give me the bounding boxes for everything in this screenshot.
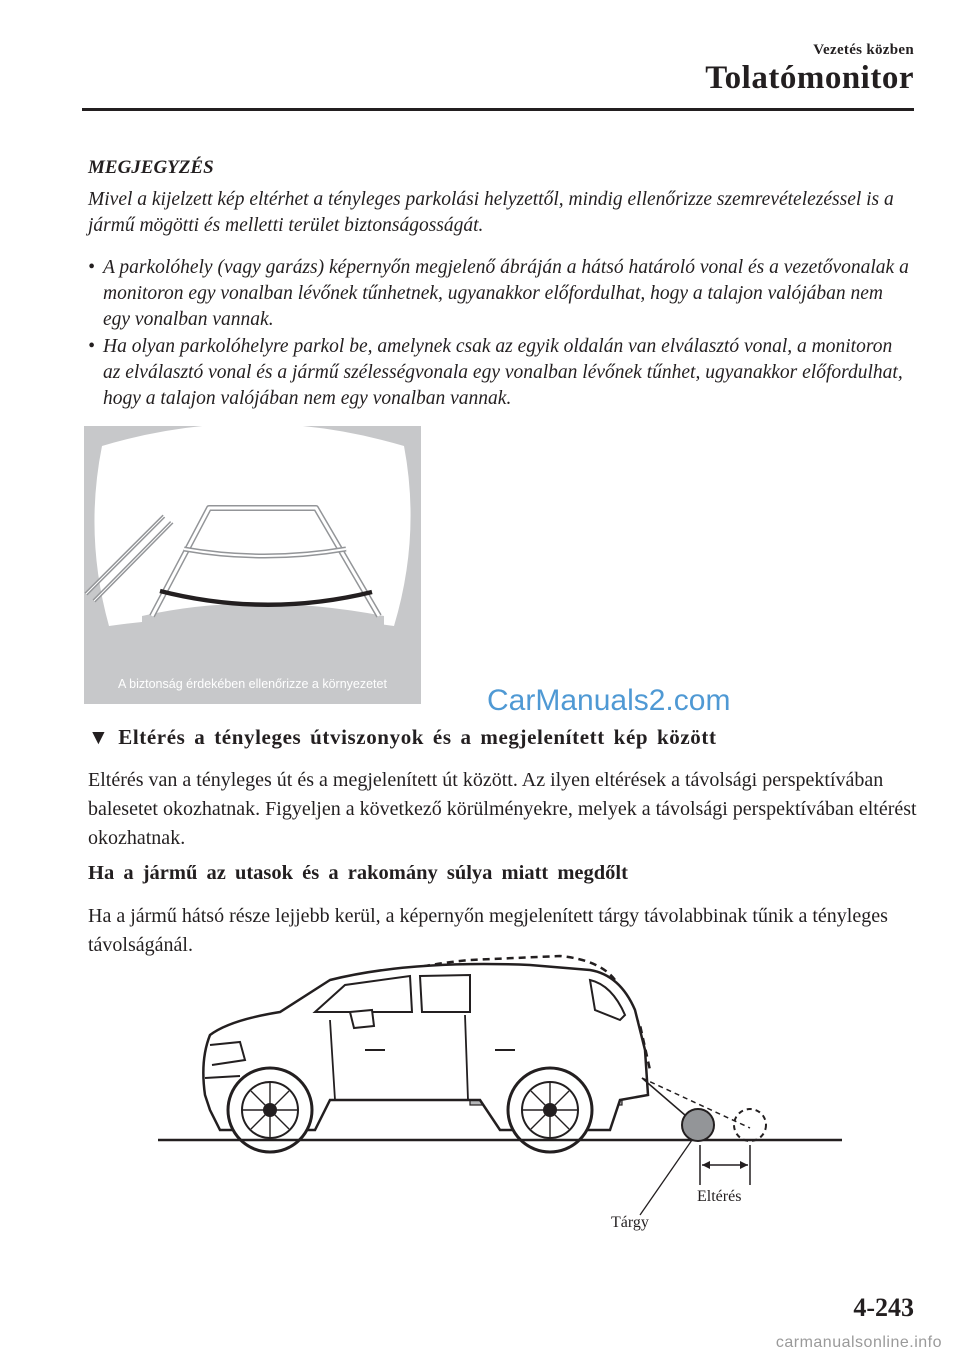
note-text: Mivel a kijelzett kép eltérhet a tényleges parkolási helyzettől, mindig ellenőrizze szemrevételezéssel is a jármű mögötti és melletti terület biztonságosságát.: [88, 189, 894, 236]
page-title: Tolatómonitor: [705, 60, 914, 96]
label-deviation: Eltérés: [697, 1188, 742, 1205]
section-paragraph: Eltérés van a tényleges út és a megjelenített út között. Az ilyen eltérések a távolsági perspektívában balesetet okozhatnak. Figyeljen a következő körülményekre, melyek a távolsági perspektívában eltérést okozhatnak.: [88, 769, 917, 849]
section-heading: [88, 725, 717, 750]
section-heading-text: Eltérés a tényleges útviszonyok és a megjelenített kép között: [118, 725, 717, 749]
condition-paragraph: Ha a jármű hátsó része lejjebb kerül, a képernyőn megjelenített tárgy távolabbinak tűnik a tényleges távolságánál.: [88, 905, 888, 956]
bullet-text: Ha olyan parkolóhelyre parkol be, amelynek csak az egyik oldalán van elválasztó vonal, a monitoron az elválasztó vonal és a jármű szélességvonala egy vonalban lévőnek tűnhet, ugyanakkor előfordulhat, hogy a talajon valójában nem egy vonalban vannak.: [103, 336, 903, 409]
footer-site: carmanualsonline.info: [775, 1334, 942, 1351]
note-heading: MEGJEGYZÉS: [88, 157, 214, 178]
rear-camera-screen: [84, 426, 421, 704]
bullet-text: A parkolóhely (vagy garázs) képernyőn megjelenő ábráján a hátsó határoló vonal és a vezetővonalak a monitoron egy vonalban lévőnek tűnhetnek, ugyanakkor előfordulhat, hogy a talajon valójában nem egy vonalban vannak.: [103, 257, 909, 330]
condition-heading: Ha a jármű az utasok és a rakomány súlya miatt megdőlt: [88, 862, 628, 884]
header-divider: [82, 108, 914, 111]
section-label: Vezetés közben: [813, 42, 914, 58]
page-number: 4-243: [853, 1293, 914, 1322]
bullet-marker: •: [88, 336, 95, 357]
vehicle-tilt-figure: [150, 950, 850, 1235]
label-object: Tárgy: [611, 1214, 649, 1231]
camera-view-illustration: [84, 426, 421, 704]
camera-caption: A biztonság érdekében ellenőrizze a környezetet: [118, 677, 387, 691]
note-bullet-1: [88, 255, 913, 333]
triangle-down-icon: ▼: [88, 725, 110, 749]
vehicle-illustration: [150, 950, 850, 1235]
note-bullet-2: [88, 334, 913, 412]
watermark: CarManuals2.com: [487, 684, 731, 717]
bullet-marker: •: [88, 257, 95, 278]
